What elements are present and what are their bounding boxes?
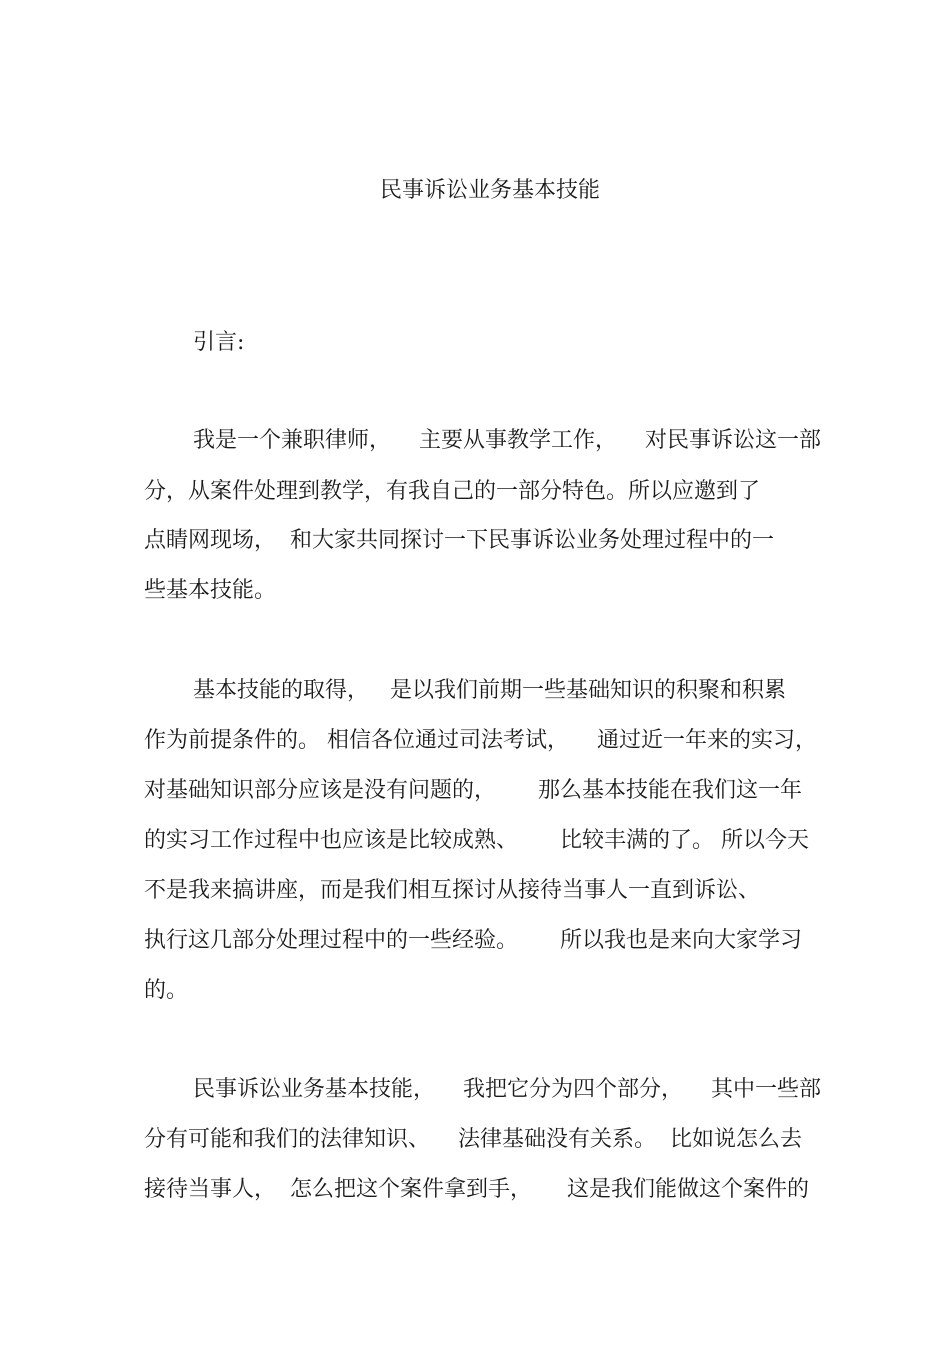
paragraph-2-line-1: 基本技能的取得， 是以我们前期一些基础知识的积聚和积累 [193, 678, 786, 703]
paragraph-1-line-1: 我是一个兼职律师， 主要从事教学工作， 对民事诉讼这一部 [193, 428, 821, 453]
paragraph-1-line-4: 些基本技能。 [144, 578, 277, 603]
paragraph-2-line-4: 的实习工作过程中也应该是比较成熟、 比较丰满的了。 所以今天 [144, 828, 809, 853]
paragraph-2-line-6: 执行这几部分处理过程中的一些经验。 所以我也是来向大家学习 [144, 928, 802, 953]
intro-label: 引言: [193, 330, 245, 355]
paragraph-2-line-3: 对基础知识部分应该是没有问题的， 那么基本技能在我们这一年 [144, 778, 802, 803]
paragraph-2-line-5: 不是我来搞讲座，而是我们相互探讨从接待当事人一直到诉讼、 [144, 878, 761, 903]
paragraph-2-line-7: 的。 [144, 978, 189, 1003]
paragraph-3-line-3: 接待当事人， 怎么把这个案件拿到手， 这是我们能做这个案件的 [144, 1177, 809, 1202]
paragraph-3-line-2: 分有可能和我们的法律知识、 法律基础没有关系。 比如说怎么去 [144, 1127, 802, 1152]
paragraph-2-line-2: 作为前提条件的。 相信各位通过司法考试， 通过近一年来的实习， [144, 728, 817, 753]
document-title: 民事诉讼业务基本技能 [379, 178, 600, 203]
paragraph-1-line-2: 分，从案件处理到教学，有我自己的一部分特色。所以应邀到了 [144, 479, 761, 504]
paragraph-1-line-3: 点睛网现场， 和大家共同探讨一下民事诉讼业务处理过程中的一 [144, 528, 774, 553]
paragraph-3-line-1: 民事诉讼业务基本技能， 我把它分为四个部分， 其中一些部 [193, 1077, 821, 1102]
